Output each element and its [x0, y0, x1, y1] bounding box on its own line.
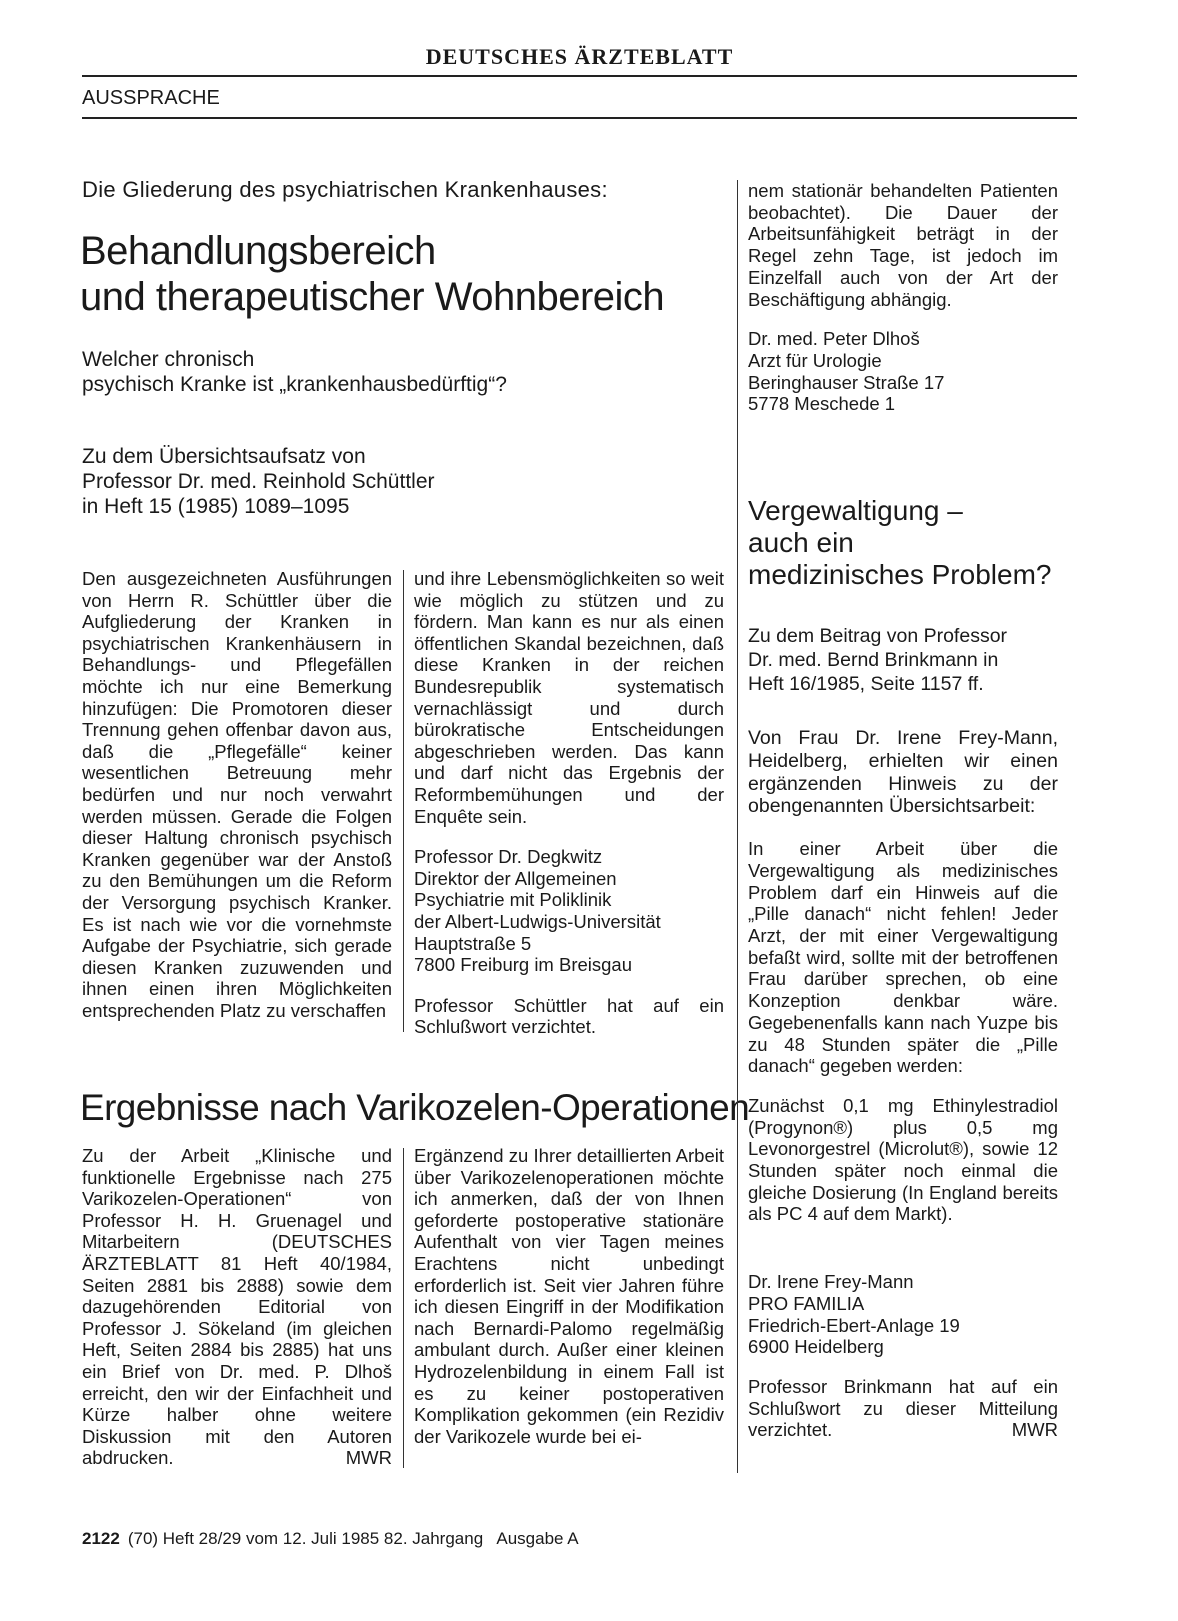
article2-column1: [82, 1145, 392, 1469]
article1-column1-text: Den ausgezeichneten Ausführungen von Herrn R. Schüttler über die Aufgliederung der Kranken in psychiatrischen Krankenhäusern in Behandlungs- und Pflegefällen möchte ich nur eine Bemerkung hinzufügen: Die Promotoren dieser Trennung gehen offenbar davon aus, daß die „Pflegefälle“ keiner wesentlichen Betreuung mehr bedürfen und nur noch verwahrt werden müssen. Gerade die Folgen dieser Haltung chronisch psychisch Kranken gegenüber war der Anstoß zu den Bemühungen um die Reform der Versorgung psychisch Kranker. Es ist nach wie vor die vornehmste Aufgabe der Psychiatrie, sich gerade diesen Kranken zuzuwenden und ihnen einen ihren Möglichkeiten entsprechenden Platz zu verschaffen: [82, 568, 392, 1021]
masthead: DEUTSCHES ÄRZTEBLATT: [425, 44, 734, 69]
page-number: 2122: [82, 1529, 120, 1548]
urology-author-line: Arzt für Urologie: [748, 349, 882, 371]
page-footer: [82, 1529, 579, 1549]
article3-intro: Von Frau Dr. Irene Frey-Mann, Heidelberg, erhielten wir einen ergänzenden Hinweis zu der obengenannten Übersichtsarbeit:: [748, 727, 1058, 818]
article2-title: Ergebnisse nach Varikozelen-Operationen: [80, 1087, 750, 1128]
article3-reference: [748, 624, 1007, 696]
article3-editor-initials: MWR: [1011, 1419, 1058, 1441]
article3-reference-line2: Dr. med. Bernd Brinkmann in: [748, 649, 999, 671]
article1-reference-line1: Zu dem Übersichtsaufsatz von: [82, 445, 366, 468]
article1-author-line: Professor Dr. Degkwitz: [414, 846, 603, 868]
article2-column2-text: Ergänzend zu Ihrer detaillierten Arbeit über Varikozelenoperationen möchte ich anmerken, daß der von Ihnen geforderte postoperative stationäre Aufenthalt von vier Tagen meines Erachtens nicht unbedingt erforderlich ist. Seit vier Jahren führe ich diesen Eingriff in der Modifikation nach Bernardi-Palomo regelmäßig ambulant durch. Außer einer kleinen Hydrozelenbildung in einem Fall ist es zu keiner postoperativen Komplikation gekommen (ein Rezidiv der Varikozele wurde bei ei-: [414, 1145, 724, 1447]
continuation-text: nem stationär behandelten Patienten beobachtet). Die Dauer der Arbeitsunfähigkeit beträgt in der Regel zehn Tage, ist jedoch im Einzelfall auch von der Art der Beschäftigung abhängig.: [748, 180, 1058, 310]
urology-author-line: 5778 Meschede 1: [748, 393, 896, 415]
article2-column2: [414, 1145, 724, 1466]
article3-title-line2: auch ein: [748, 527, 854, 558]
article3-title: [748, 495, 1051, 591]
article3-title-line1: Vergewaltigung –: [748, 495, 963, 526]
article1-reference-line3: in Heft 15 (1985) 1089–1095: [82, 495, 350, 518]
article1-title: [80, 228, 730, 320]
article3-author-line: Dr. Irene Frey-Mann: [748, 1271, 914, 1293]
article1-subtitle-line1: Welcher chronisch: [82, 348, 255, 371]
issue-info: (70) Heft 28/29 vom 12. Juli 1985 82. Jahrgang Ausgabe A: [127, 1529, 579, 1548]
article1-title-line2: und therapeutischer Wohnbereich: [80, 275, 665, 319]
article3-body-paragraph2: Zunächst 0,1 mg Ethinylestradiol (Progynon®) plus 0,5 mg Levonorgestrel (Microlut®), sowie 12 Stunden später noch einmal die gleiche Dosierung (In England bereits als PC 4 auf dem Markt).: [748, 1094, 1058, 1225]
article1-column2-text: und ihre Lebensmöglichkeiten so weit wie möglich zu stützen und zu fördern. Man kann es nur als einen öffentlichen Skandal bezeichnen, daß diese Kranken in der reichen Bundesrepublik systematisch vernachlässigt und durch bürokratische Entscheidungen abgeschrieben werden. Das kann und darf nicht das Ergebnis der Reformbemühungen und der Enquête sein.: [414, 568, 724, 827]
right-column-continuation: [748, 180, 1058, 415]
section-label: AUSSPRACHE: [82, 87, 220, 109]
article3-title-line3: medizinisches Problem?: [748, 559, 1052, 590]
header-rule-bottom: [82, 117, 1077, 119]
column-divider: [403, 1148, 404, 1468]
column-divider: [403, 570, 404, 1032]
article1-author-line: Direktor der Allgemeinen: [414, 867, 617, 889]
article1-reference-line2: Professor Dr. med. Reinhold Schüttler: [82, 470, 435, 493]
article3-reference-line3: Heft 16/1985, Seite 1157 ff.: [748, 673, 984, 695]
article1-subtitle: [82, 347, 507, 397]
article1-subtitle-line2: psychisch Kranke ist „krankenhausbedürftig“?: [82, 373, 507, 396]
article1-author-line: Hauptstraße 5: [414, 932, 532, 954]
article1-column1: [82, 568, 392, 1040]
article1-kicker: Die Gliederung des psychiatrischen Krankenhauses:: [82, 177, 608, 202]
urology-author-line: Dr. med. Peter Dlhoš: [748, 328, 920, 350]
article1-author-line: 7800 Freiburg im Breisgau: [414, 954, 632, 976]
article3-body: [748, 727, 1058, 1441]
article3-author-line: Friedrich-Ebert-Anlage 19: [748, 1314, 960, 1336]
article3-body-paragraph1: In einer Arbeit über die Vergewaltigung als medizinisches Problem darf ein Hinweis auf die „Pille danach“ nicht fehlen! Jeder Arzt, der mit einer Vergewaltigung befaßt wird, sollte mit der betroffenen Frau darüber sprechen, ob eine Konzeption denkbar wäre. Gegebenenfalls kann nach Yuzpe bis zu 48 Stunden später die „Pille danach“ gegeben werden:: [748, 838, 1058, 1077]
article1-column2: [414, 568, 724, 1057]
urology-author-block: [748, 328, 1058, 415]
urology-author-line: Beringhauser Straße 17: [748, 371, 945, 393]
header-rule-top: [82, 75, 1077, 77]
article3-closing-note: Professor Brinkmann hat auf ein Schlußwort zu dieser Mitteilung verzichtet.: [748, 1375, 1058, 1441]
article1-author-block: [414, 846, 724, 976]
article2-editor-initials: MWR: [345, 1447, 392, 1469]
article3-author-line: PRO FAMILIA: [748, 1292, 865, 1314]
right-column-divider: [737, 180, 738, 1473]
article3-reference-line1: Zu dem Beitrag von Professor: [748, 625, 1008, 647]
article1-author-line: Psychiatrie mit Poliklinik: [414, 889, 612, 911]
article1-closing-note: Professor Schüttler hat auf ein Schlußwort verzichtet.: [414, 994, 724, 1038]
article1-reference: [82, 444, 435, 519]
article3-author-block: [748, 1271, 1058, 1358]
article3-author-line: 6900 Heidelberg: [748, 1336, 884, 1358]
article1-author-line: der Albert-Ludwigs-Universität: [414, 910, 661, 932]
article1-title-line1: Behandlungsbereich: [80, 229, 436, 273]
article2-column1-text: Zu der Arbeit „Klinische und funktionelle Ergebnisse nach 275 Varikozelen-Operationen“ von Professor H. H. Gruenagel und Mitarbeitern (DEUTSCHES ÄRZTEBLATT 81 Heft 40/1984, Seiten 2881 bis 2888) sowie dem dazugehörenden Editorial von Professor J. Sökeland (im gleichen Heft, Seiten 2884 bis 2885) hat uns ein Brief von Dr. med. P. Dlhoš erreicht, den wir der Einfachheit und Kürze halber ohne weitere Diskussion mit den Autoren abdrucken.: [82, 1145, 392, 1469]
